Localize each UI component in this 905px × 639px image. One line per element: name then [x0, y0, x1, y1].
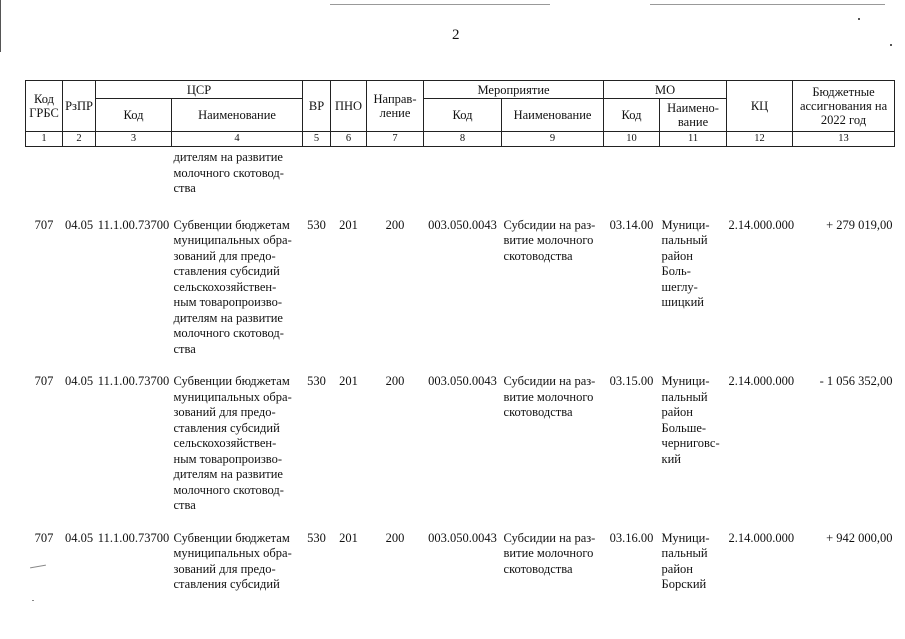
continuation-text: дителям на развитие молочного скотовод- ства: [173, 150, 284, 195]
column-number: 7: [367, 132, 424, 147]
cell-mo-name: Муници- пальный район Боль- шеглу- шицкий: [661, 217, 710, 309]
header-csr-code: Код: [96, 99, 172, 132]
cell-csr-code: 11.1.00.73700: [97, 374, 170, 388]
table-header: [26, 81, 895, 147]
cell-mo-name: Муници- пальный район Больше- черниговс- кий: [661, 374, 720, 466]
budget-table: [25, 80, 895, 607]
column-number: 10: [604, 132, 660, 147]
cell-grbs: 707: [34, 217, 54, 232]
scan-top-line: [330, 4, 550, 5]
column-number: 9: [502, 132, 604, 147]
column-number: 6: [331, 132, 367, 147]
column-number: 11: [660, 132, 727, 147]
cell-vr: 530: [307, 374, 326, 388]
column-number: 8: [424, 132, 502, 147]
header-rzpr: РзПР: [63, 81, 96, 132]
header-direction: Направ- ление: [367, 81, 424, 132]
cell-direction: 200: [385, 530, 405, 545]
cell-direction: 200: [385, 217, 405, 232]
header-mo: МО: [604, 81, 727, 99]
header-pno: ПНО: [331, 81, 367, 132]
header-grbs: Код ГРБС: [26, 81, 63, 132]
table-row: [26, 528, 895, 607]
header-event-code: Код: [424, 99, 502, 132]
cell-grbs: 707: [34, 374, 54, 388]
cell-csr-code: 11.1.00.73700: [97, 217, 170, 232]
cell-mo-code: 03.15.00: [609, 374, 654, 388]
cell-event-code: 003.050.0043: [428, 374, 497, 388]
cell-mo-code: 03.16.00: [609, 530, 654, 545]
scan-speck: [890, 44, 892, 46]
header-mo-name: Наимено- вание: [660, 99, 727, 132]
cell-pno: 201: [339, 530, 358, 545]
scan-speck: [858, 18, 860, 20]
column-number: 12: [727, 132, 793, 147]
continuation-row: [26, 147, 895, 215]
header-event-name: Наименование: [502, 99, 604, 132]
cell-kc: 2.14.000.000: [728, 217, 795, 232]
header-csr-name: Наименование: [172, 99, 303, 132]
header-vr: ВР: [303, 81, 331, 132]
cell-vr: 530: [307, 530, 326, 545]
cell-amount: + 279 019,00: [826, 217, 893, 232]
column-number: 5: [303, 132, 331, 147]
column-number: 2: [63, 132, 96, 147]
column-number: 4: [172, 132, 303, 147]
table-row: [26, 371, 895, 528]
header-event: Мероприятие: [424, 81, 604, 99]
page-number: 2: [452, 27, 460, 43]
cell-amount: - 1 056 352,00: [819, 374, 893, 388]
column-number: 3: [96, 132, 172, 147]
cell-rzpr: 04.05: [64, 530, 94, 545]
cell-rzpr: 04.05: [64, 217, 94, 232]
cell-csr-name: Субвенции бюджетам муниципальных обра- зований для предо- ставления субсидий: [173, 530, 292, 591]
cell-direction: 200: [385, 374, 405, 388]
header-budget: Бюджетные ассигнования на 2022 год: [793, 81, 895, 132]
cell-pno: 201: [339, 217, 358, 232]
column-number-row: [26, 132, 895, 147]
scan-left-edge: [0, 0, 1, 52]
cell-event-code: 003.050.0043: [428, 217, 497, 232]
cell-kc: 2.14.000.000: [728, 374, 795, 388]
header-mo-code: Код: [604, 99, 660, 132]
header-kc: КЦ: [727, 81, 793, 132]
cell-event-name: Субсидии на раз- витие молочного скотоводства: [503, 530, 596, 576]
cell-vr: 530: [307, 217, 326, 232]
cell-pno: 201: [339, 374, 358, 388]
cell-amount: + 942 000,00: [826, 530, 893, 545]
table-body: [26, 147, 895, 607]
cell-event-code: 003.050.0043: [428, 530, 497, 545]
column-number: 1: [26, 132, 63, 147]
cell-grbs: 707: [34, 530, 54, 545]
cell-csr-name: Субвенции бюджетам муниципальных обра- зований для предо- ставления субсидий сельскохозяйствен- ным товаропроизво- дителям на развитие молочного скотовод- ства: [173, 217, 292, 356]
cell-event-name: Субсидии на раз- витие молочного скотоводства: [503, 374, 596, 419]
cell-mo-name: Муници- пальный район Борский: [661, 530, 710, 591]
cell-rzpr: 04.05: [64, 374, 94, 388]
scan-top-line-right: [650, 4, 885, 5]
table-row: [26, 215, 895, 372]
cell-csr-name: Субвенции бюджетам муниципальных обра- зований для предо- ставления субсидий сельскохозяйствен- ным товаропроизво- дителям на развитие молочного скотовод- ства: [173, 374, 292, 512]
cell-mo-code: 03.14.00: [609, 217, 654, 232]
column-number: 13: [793, 132, 895, 147]
cell-kc: 2.14.000.000: [728, 530, 795, 545]
cell-event-name: Субсидии на раз- витие молочного скотоводства: [503, 217, 596, 263]
header-csr: ЦСР: [96, 81, 303, 99]
cell-csr-code: 11.1.00.73700: [97, 530, 170, 545]
